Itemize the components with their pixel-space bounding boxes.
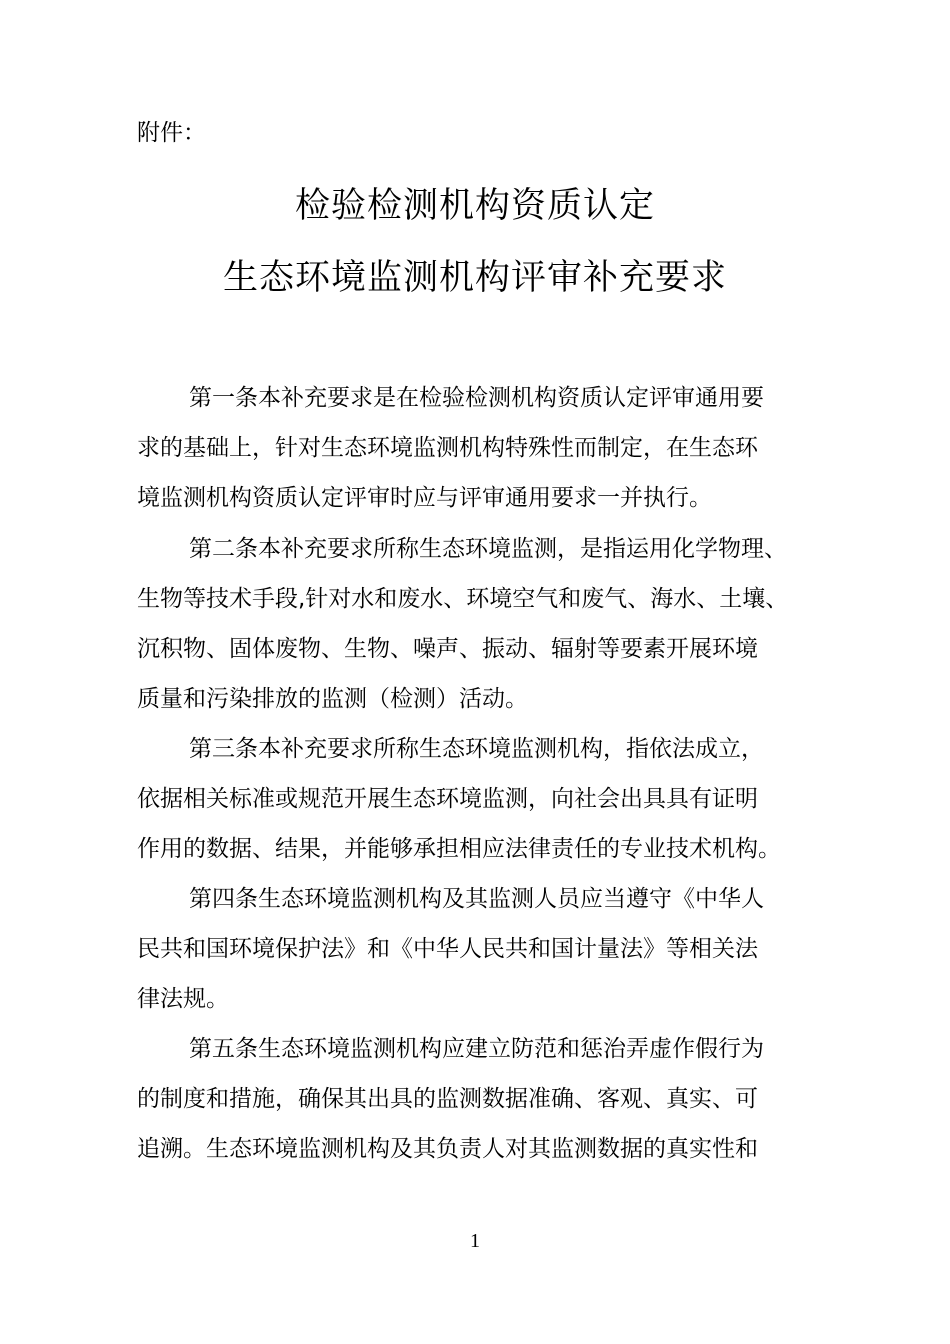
article-2-line-3: 沉积物、固体废物、生物、噪声、振动、辐射等要素开展环境 — [137, 636, 758, 662]
article-3-line-2: 依据相关标准或规范开展生态环境监测，向社会出具具有证明 — [137, 786, 758, 812]
article-1-line-2: 求的基础上，针对生态环境监测机构特殊性而制定，在生态环 — [137, 435, 758, 461]
article-5-line-2: 的制度和措施，确保其出具的监测数据准确、客观、真实、可 — [137, 1086, 758, 1112]
article-5-line-3: 追溯。生态环境监测机构及其负责人对其监测数据的真实性和 — [137, 1136, 758, 1162]
page-number: 1 — [470, 1230, 480, 1252]
article-3-line-1: 第三条本补充要求所称生态环境监测机构，指依法成立， — [189, 736, 764, 762]
article-4-line-3: 律法规。 — [137, 986, 229, 1012]
article-5-line-1: 第五条生态环境监测机构应建立防范和惩治弄虚作假行为 — [189, 1036, 764, 1062]
article-1-line-3: 境监测机构资质认定评审时应与评审通用要求一并执行。 — [137, 485, 712, 511]
document-title-line-1: 检验检测机构资质认定 — [294, 186, 655, 226]
article-2-line-1: 第二条本补充要求所称生态环境监测，是指运用化学物理、 — [189, 536, 787, 562]
article-2-line-2: 生物等技术手段,针对水和废水、环境空气和废气、海水、土壤、 — [137, 586, 789, 612]
article-4-line-2: 民共和国环境保护法》和《中华人民共和国计量法》等相关法 — [137, 936, 758, 962]
article-3-line-3: 作用的数据、结果，并能够承担相应法律责任的专业技术机构。 — [137, 836, 781, 862]
article-2-line-4: 质量和污染排放的监测（检测）活动。 — [137, 686, 528, 712]
document-title-line-2: 生态环境监测机构评审补充要求 — [222, 258, 727, 298]
article-1-line-1: 第一条本补充要求是在检验检测机构资质认定评审通用要 — [189, 385, 764, 411]
article-4-line-1: 第四条生态环境监测机构及其监测人员应当遵守《中华人 — [189, 886, 764, 912]
attachment-label: 附件： — [137, 120, 206, 146]
